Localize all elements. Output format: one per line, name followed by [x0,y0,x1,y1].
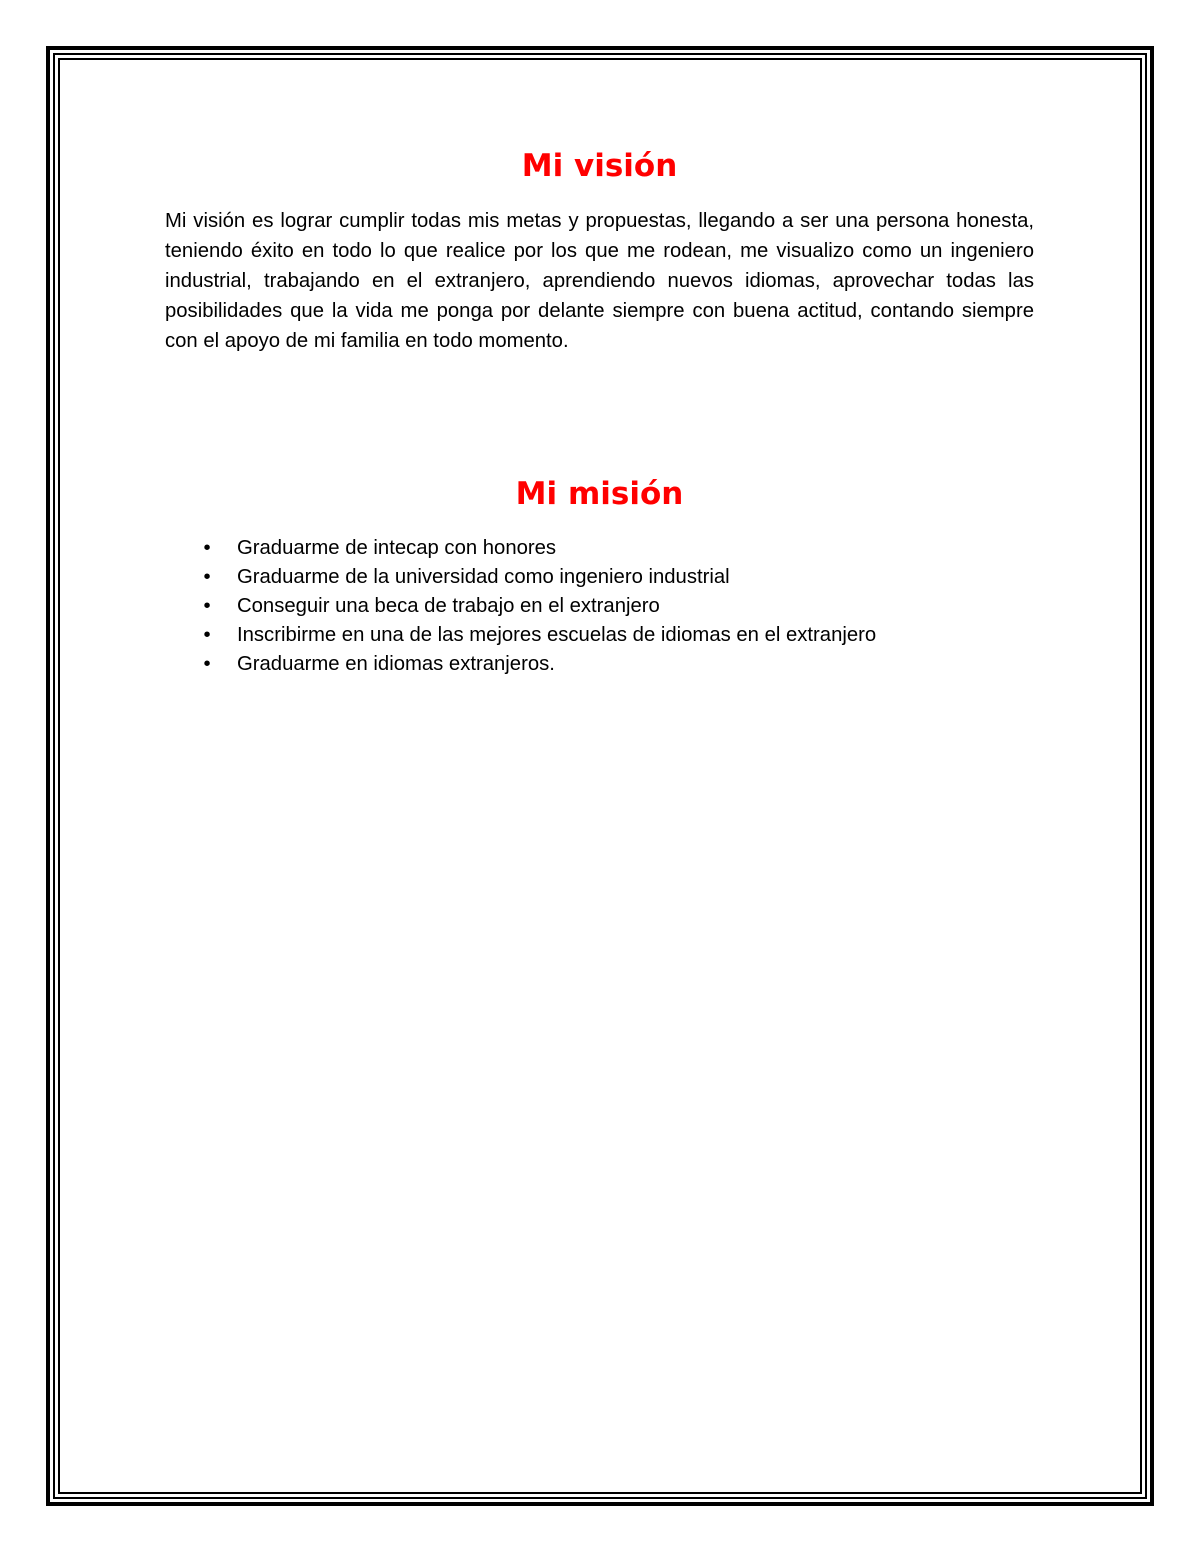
list-item-text: Graduarme de intecap con honores [237,537,557,559]
document-content [165,140,1034,679]
list-item-text: Graduarme de la universidad como ingeniero industrial [237,566,730,588]
list-item-text: Graduarme en idiomas extranjeros. [237,653,555,675]
bullet-icon: • [203,595,211,617]
mission-section [165,468,1034,679]
list-item [165,563,1034,592]
bullet-icon: • [203,537,211,559]
vision-section [165,140,1034,356]
vision-paragraph: Mi visión es lograr cumplir todas mis metas y propuestas, llegando a ser una persona honesta, teniendo éxito en todo lo que realice por los que me rodean, me visualizo como un ingeniero industrial, trabajando en el extranjero, aprendiendo nuevos idiomas, aprovechar todas las posibilidades que la vida me ponga por delante siempre con buena actitud, contando siempre con el apoyo de mi familia en todo momento. [165,210,1034,352]
list-item [165,650,1034,679]
list-item [165,534,1034,563]
bullet-icon: • [203,566,211,588]
list-item [165,621,1034,650]
list-item-text: Inscribirme en una de las mejores escuelas de idiomas en el extranjero [237,624,877,646]
mission-list [165,534,1034,679]
vision-heading: Mi visión [521,148,678,184]
bullet-icon: • [203,624,211,646]
bullet-icon: • [203,653,211,675]
list-item [165,592,1034,621]
list-item-text: Conseguir una beca de trabajo en el extranjero [237,595,660,617]
mission-heading: Mi misión [515,476,684,512]
